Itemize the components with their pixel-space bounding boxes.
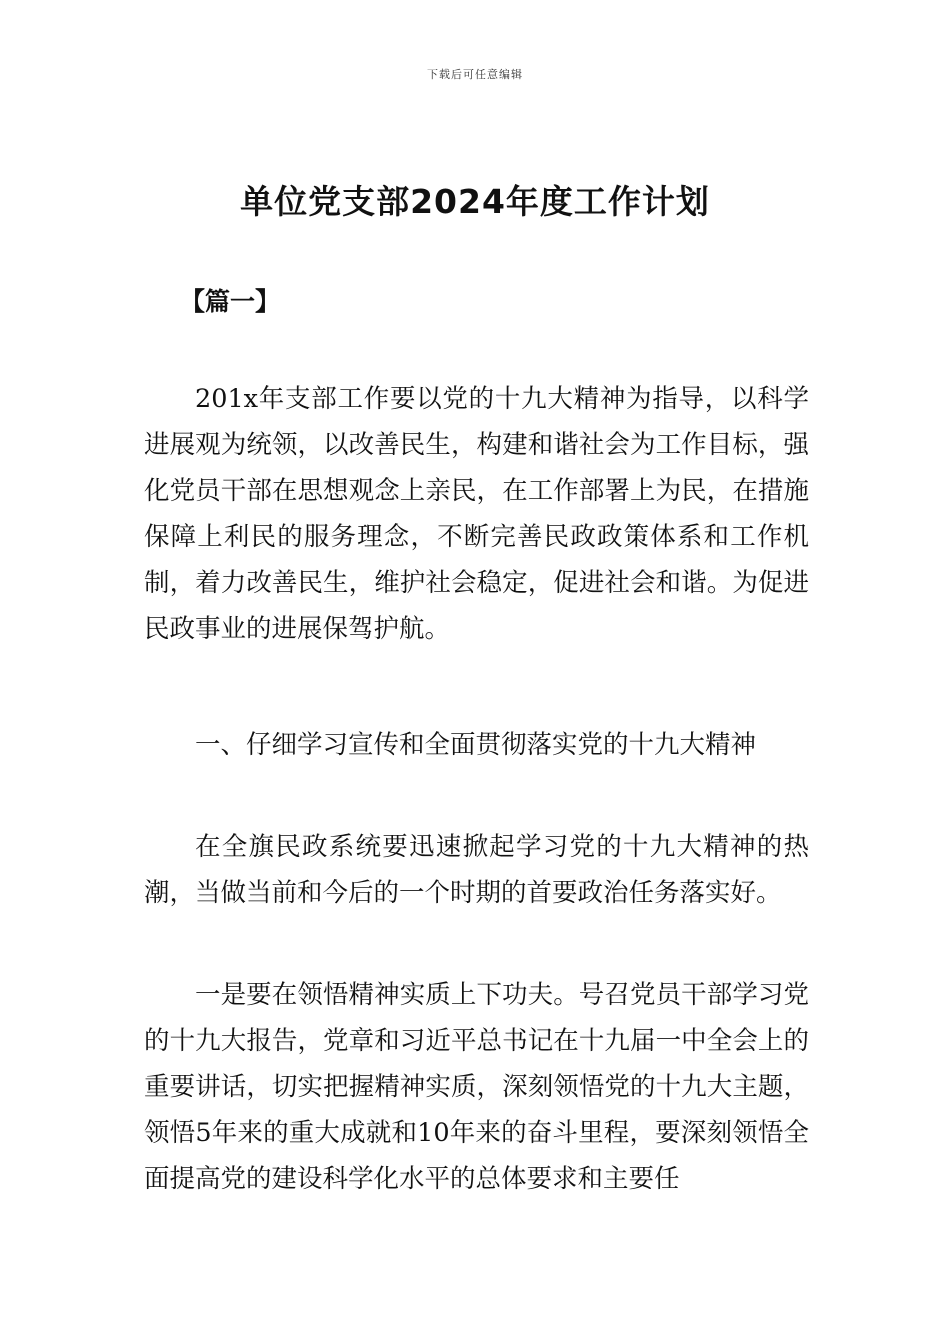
document-title: 单位党支部2024年度工作计划 — [240, 182, 710, 221]
paragraph-intro: 201x年支部工作要以党的十九大精神为指导，以科学进展观为统领，以改善民生，构建和谐社会为工作目标，强化党员干部在思想观念上亲民，在工作部署上为民，在措施保障上利民的服务理念，不断完善民政政策体系和工作机制，着力改善民生，维护社会稳定，促进社会和谐。为促进民政事业的进展保驾护航。 — [144, 384, 809, 644]
section-tag: 【篇一】 — [180, 287, 281, 316]
paragraph-body: 在全旗民政系统要迅速掀起学习党的十九大精神的热潮，当做当前和今后的一个时期的首要政治任务落实好。 — [144, 832, 809, 908]
paragraph-body: 一是要在领悟精神实质上下功夫。号召党员干部学习党的十九大报告，党章和习近平总书记在十九届一中全会上的重要讲话，切实把握精神实质，深刻领悟党的十九大主题，领悟5年来的重大成就和10年来的奋斗里程，要深刻领悟全面提高党的建设科学化水平的总体要求和主要任 — [144, 980, 809, 1194]
page-header-note: 下载后可任意编辑 — [427, 68, 523, 81]
paragraph-heading-one: 一、仔细学习宣传和全面贯彻落实党的十九大精神 — [195, 730, 757, 760]
